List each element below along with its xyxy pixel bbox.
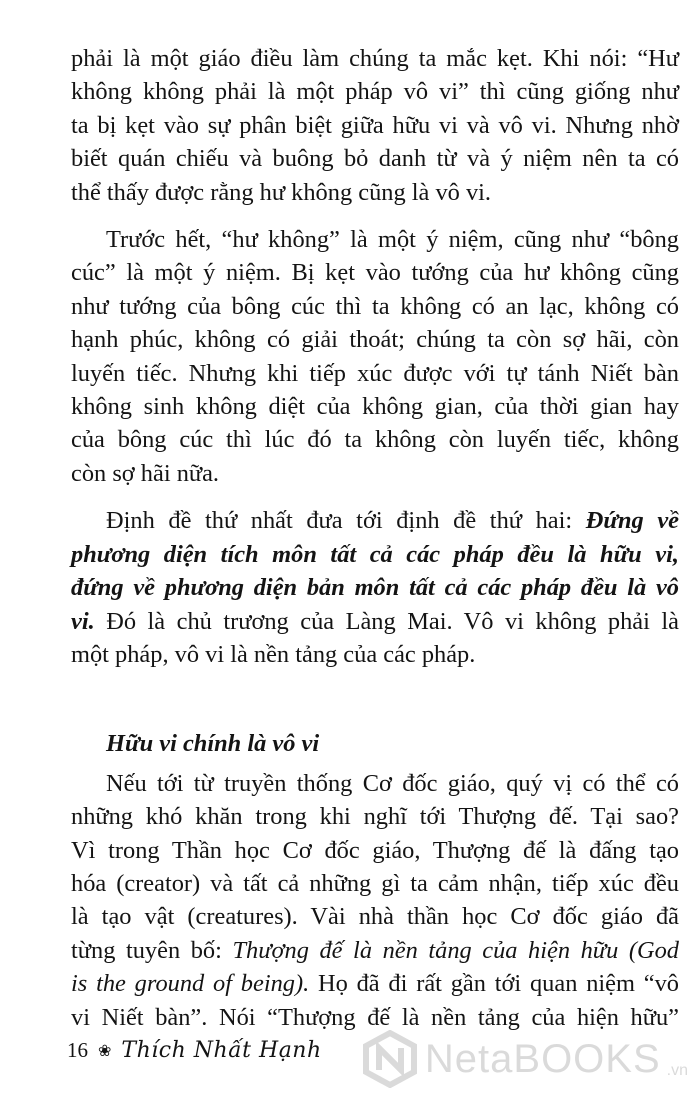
flower-ornament-icon: ❀: [98, 1042, 112, 1060]
watermark-tld: .vn: [666, 1062, 688, 1079]
emphasis-text: đứng về phương diện bản môn tất cả các pháp đều là vô: [71, 574, 679, 602]
emphasis-text: phương diện tích môn tất cả các pháp đều là hữu vi,: [71, 540, 679, 568]
text-line: biết quán chiếu và buông bỏ danh từ và ý niệm nên ta có: [71, 145, 679, 173]
emphasis-text: Đứng về: [585, 507, 679, 535]
text-line: vi Niết bàn”. Nói “Thượng đế là nền tảng của hiện hữu”: [71, 1003, 679, 1031]
plain-text: Đó là chủ trương của Làng Mai. Vô vi không phải là: [94, 607, 679, 635]
text-line: Vì trong Thần học Cơ đốc giáo, Thượng đế là đấng tạo: [71, 836, 679, 864]
text-line: phải là một giáo điều làm chúng ta mắc kẹt. Khi nói: “Hư: [71, 45, 679, 72]
text-line: những khó khăn trong khi nghĩ tới Thượng đế. Tại sao?: [71, 803, 679, 831]
text-line: [71, 571, 679, 604]
netabooks-logo-icon: [361, 1030, 419, 1088]
text-line: của bông cúc thì lúc đó ta không còn luyến tiếc, không: [71, 426, 679, 454]
author-signature: Thích Nhất Hạnh: [121, 1038, 322, 1063]
text-line: còn sợ hãi nữa.: [71, 459, 220, 487]
text-line: không không phải là một pháp vô vi” thì cũng giống như: [71, 78, 679, 106]
paragraph-1: [71, 42, 679, 209]
text-line: như tướng của bông cúc thì ta không có an lạc, không có: [71, 292, 679, 320]
text-line: một pháp, vô vi là nền tảng của các pháp.: [71, 640, 476, 668]
plain-text: từng tuyên bố:: [71, 936, 233, 964]
text-line: là tạo vật (creatures). Vài nhà thần học Cơ đốc giáo đã: [71, 903, 679, 931]
paragraph-4: [71, 767, 679, 1034]
text-line: hạnh phúc, không có giải thoát; chúng ta còn sợ hãi, còn: [71, 326, 679, 354]
text-line: luyến tiếc. Nhưng khi tiếp xúc được với tự tánh Niết bàn: [71, 359, 679, 387]
page-body: [71, 42, 679, 1034]
text-line: cúc” là một ý niệm. Bị kẹt vào tướng của hư không cũng: [71, 259, 679, 287]
text-line: Trước hết, “hư không” là một ý niệm, cũng như “bông: [106, 226, 679, 254]
emphasis-text: vi.: [71, 607, 95, 635]
section-heading: Hữu vi chính là vô vi: [106, 730, 320, 758]
text-line: [71, 967, 679, 1000]
paragraph-3: [71, 504, 679, 671]
text-line: [71, 934, 679, 967]
italic-text: is the ground of being).: [71, 970, 310, 998]
watermark-brand: NetaBOOKS: [424, 1037, 661, 1081]
text-line: [71, 605, 679, 638]
text-line: hóa (creator) và tất cả những gì ta cảm nhận, tiếp xúc đều: [71, 869, 679, 897]
text-line: Nếu tới từ truyền thống Cơ đốc giáo, quý vị có thể có: [106, 769, 679, 797]
text-line: [71, 538, 679, 571]
paragraph-2: [71, 223, 679, 490]
text-line: không sinh không diệt của không gian, của thời gian hay: [71, 393, 679, 421]
text-line: thể thấy được rằng hư không cũng là vô vi.: [71, 178, 492, 206]
italic-text: Thượng đế là nền tảng của hiện hữu (God: [232, 936, 679, 964]
plain-text: Họ đã đi rất gần tới quan niệm “vô: [309, 970, 679, 998]
text-line: ta bị kẹt vào sự phân biệt giữa hữu vi và vô vi. Nhưng nhờ: [71, 111, 679, 139]
text-line: [71, 504, 679, 537]
plain-text: Định đề thứ nhất đưa tới định đề thứ hai:: [106, 507, 586, 535]
page-footer: [67, 1038, 322, 1063]
page-number: 16: [67, 1038, 88, 1062]
watermark: [361, 1030, 688, 1088]
